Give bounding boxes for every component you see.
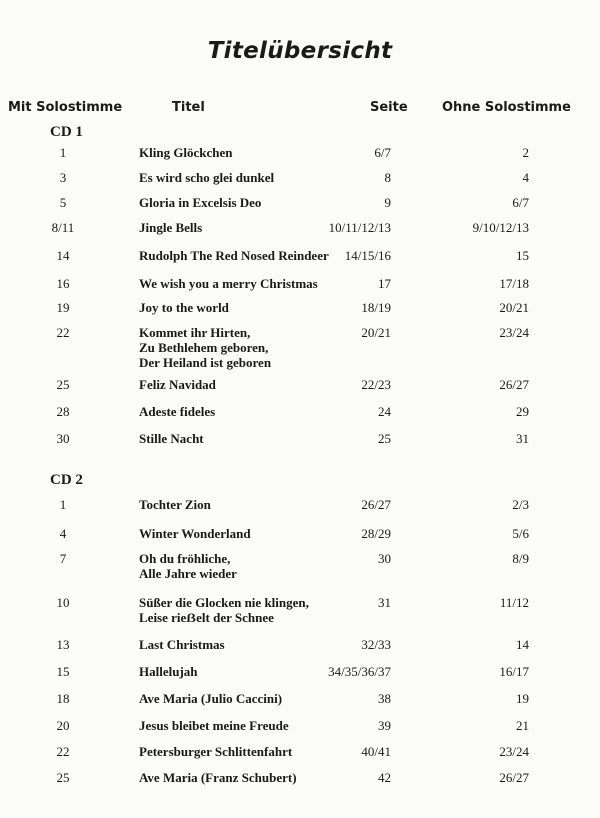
page-number-seite: 40/41 <box>361 744 391 759</box>
song-title <box>139 170 274 185</box>
song-title-line: Petersburger Schlittenfahrt <box>139 744 293 759</box>
page-number-ohne: 26/27 <box>499 377 529 392</box>
song-title <box>139 664 198 679</box>
page-number-ohne: 20/21 <box>499 300 529 315</box>
song-title <box>139 431 204 446</box>
track-number: 22 <box>56 744 70 759</box>
song-title <box>139 195 261 210</box>
song-title-line: We wish you a merry Christmas <box>139 276 318 291</box>
header-mit-solostimme: Mit Solostimme <box>8 100 123 115</box>
header-titel: Titel <box>172 100 205 115</box>
song-title <box>139 248 329 263</box>
song-title <box>139 404 215 419</box>
track-number: 22 <box>56 325 70 340</box>
song-title-line: Der Heiland ist geboren <box>139 355 272 370</box>
track-number: 14 <box>56 248 70 263</box>
track-number: 20 <box>56 718 70 733</box>
track-number: 25 <box>56 770 70 785</box>
page-number-seite: 10/11/12/13 <box>328 220 391 235</box>
track-number: 25 <box>56 377 70 392</box>
page-number-ohne: 4 <box>522 170 529 185</box>
page-number-seite: 31 <box>378 595 391 610</box>
page-number-ohne: 2 <box>522 145 529 160</box>
song-title-line: Rudolph The Red Nosed Reindeer <box>139 248 329 263</box>
song-title-line: Kling Glöckchen <box>139 145 233 160</box>
page-number-seite: 14/15/16 <box>344 248 391 263</box>
page-number-seite: 6/7 <box>374 145 391 160</box>
track-number: 7 <box>59 551 67 566</box>
track-number: 13 <box>56 637 70 652</box>
song-title-line: Zu Bethlehem geboren, <box>139 340 269 355</box>
song-title <box>139 595 309 625</box>
song-title-line: Alle Jahre wieder <box>139 566 237 581</box>
page-number-ohne: 23/24 <box>499 744 529 759</box>
page-number-seite: 38 <box>378 691 391 706</box>
page-number-seite: 26/27 <box>361 497 391 512</box>
track-number: 4 <box>59 526 67 541</box>
header-ohne-solostimme: Ohne Solostimme <box>442 100 571 115</box>
page-title: Titelübersicht <box>207 38 393 64</box>
song-title-line: Joy to the world <box>139 300 229 315</box>
track-number: 3 <box>59 170 67 185</box>
page-number-ohne: 6/7 <box>512 195 529 210</box>
page-number-ohne: 19 <box>516 691 529 706</box>
song-title <box>139 497 211 512</box>
song-title-line: Jesus bleibet meine Freude <box>139 718 289 733</box>
track-number: 1 <box>59 497 67 512</box>
song-title-line: Gloria in Excelsis Deo <box>139 195 262 210</box>
page-number-ohne: 11/12 <box>499 595 529 610</box>
song-title <box>139 551 237 581</box>
song-title-line: Winter Wonderland <box>139 526 251 541</box>
page-number-ohne: 9/10/12/13 <box>472 220 529 235</box>
track-number: 15 <box>56 664 70 679</box>
song-title-line: Ave Maria (Julio Caccini) <box>139 691 283 706</box>
song-title <box>139 526 251 541</box>
song-title-line: Es wird scho glei dunkel <box>139 170 275 185</box>
track-number: 28 <box>56 404 70 419</box>
page-number-ohne: 17/18 <box>499 276 529 291</box>
song-title <box>139 145 233 160</box>
song-title-line: Tochter Zion <box>139 497 211 512</box>
song-title <box>139 220 202 235</box>
song-title-line: Last Christmas <box>139 637 225 652</box>
song-title-line: Adeste fideles <box>139 404 216 419</box>
song-title <box>139 300 229 315</box>
page-number-seite: 39 <box>378 718 391 733</box>
song-title-line: Süßer die Glocken nie klingen, <box>139 595 309 610</box>
cd2-heading: CD 2 <box>50 472 83 488</box>
song-title-line: Feliz Navidad <box>139 377 216 392</box>
page-number-seite: 17 <box>378 276 391 291</box>
song-title <box>139 637 225 652</box>
page-number-ohne: 5/6 <box>512 526 529 541</box>
page-number-seite: 8 <box>384 170 391 185</box>
page-number-seite: 9 <box>384 195 391 210</box>
page-number-seite: 18/19 <box>361 300 391 315</box>
song-title-line: Oh du fröhliche, <box>139 551 231 566</box>
song-title-line: Jingle Bells <box>139 220 203 235</box>
song-title-line: Ave Maria (Franz Schubert) <box>139 770 297 785</box>
page-number-seite: 24 <box>378 404 391 419</box>
page-number-seite: 22/23 <box>361 377 391 392</box>
song-title <box>139 744 292 759</box>
page-number-seite: 32/33 <box>361 637 391 652</box>
track-number: 5 <box>59 195 67 210</box>
page-number-ohne: 14 <box>516 637 529 652</box>
song-title-line: Leise rieẞelt der Schnee <box>139 610 274 625</box>
song-title <box>139 377 216 392</box>
track-number: 30 <box>56 431 70 446</box>
header-seite: Seite <box>370 100 408 115</box>
song-title-line: Kommet ihr Hirten, <box>139 325 251 340</box>
page-number-ohne: 23/24 <box>499 325 529 340</box>
page-number-ohne: 21 <box>516 718 529 733</box>
song-title-line: Stille Nacht <box>139 431 204 446</box>
page-number-seite: 42 <box>378 770 391 785</box>
track-number: 16 <box>56 276 70 291</box>
page-number-ohne: 26/27 <box>499 770 529 785</box>
page-number-ohne: 2/3 <box>512 497 529 512</box>
page-number-seite: 34/35/36/37 <box>328 664 391 679</box>
song-title <box>139 691 282 706</box>
page-number-seite: 28/29 <box>361 526 391 541</box>
page-number-seite: 25 <box>378 431 391 446</box>
page-number-ohne: 16/17 <box>499 664 529 679</box>
track-number: 10 <box>56 595 70 610</box>
page-number-ohne: 15 <box>516 248 529 263</box>
page-number-seite: 20/21 <box>361 325 391 340</box>
song-title-line: Hallelujah <box>139 664 198 679</box>
page-number-seite: 30 <box>378 551 391 566</box>
track-number: 19 <box>56 300 70 315</box>
song-title <box>139 770 297 785</box>
song-title <box>139 718 289 733</box>
page-number-ohne: 29 <box>516 404 529 419</box>
page-number-ohne: 31 <box>516 431 529 446</box>
track-number: 18 <box>56 691 70 706</box>
song-title <box>139 325 271 370</box>
song-title <box>139 276 318 291</box>
track-number: 1 <box>59 145 67 160</box>
page-number-ohne: 8/9 <box>512 551 529 566</box>
track-number: 8/11 <box>51 220 75 235</box>
cd1-heading: CD 1 <box>50 124 83 140</box>
